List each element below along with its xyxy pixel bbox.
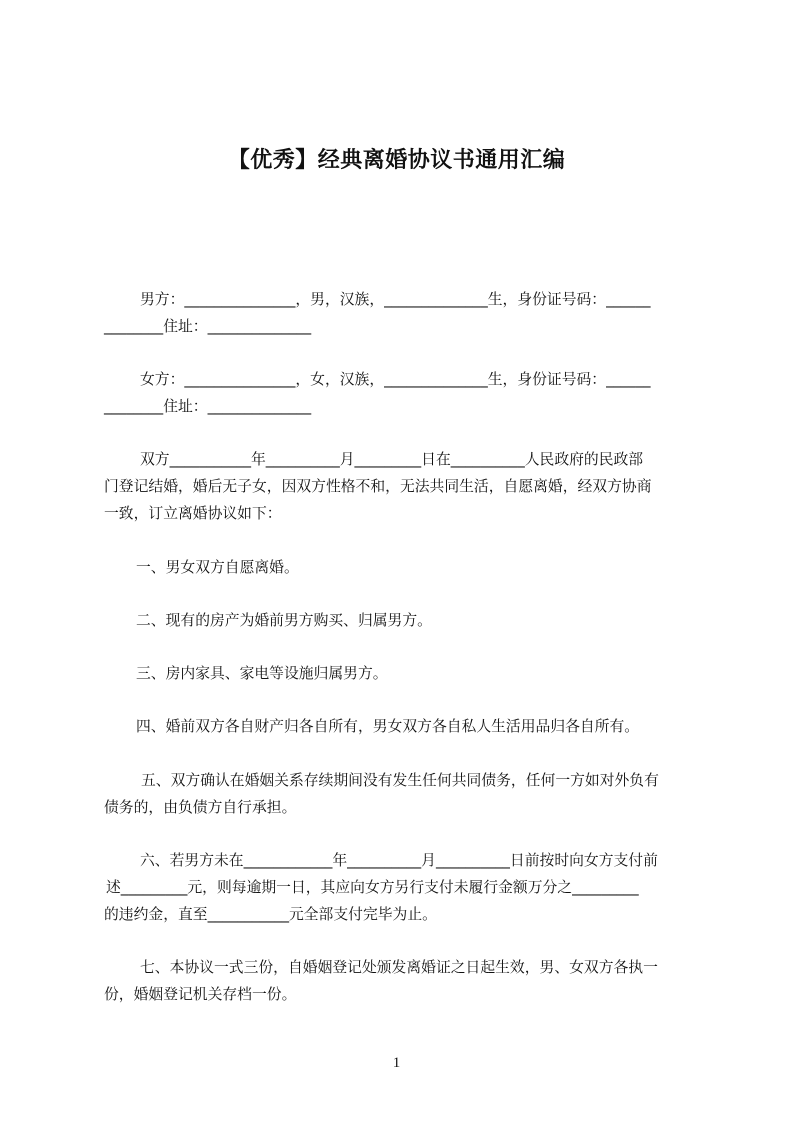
text-line: 女方：_______________，女，汉族，______________生，身份证号码：______ <box>140 371 651 388</box>
text-line: 男方：_______________，男，汉族，______________生，身份证号码：______ <box>140 291 651 308</box>
text-line: 的违约金，直至___________元全部支付完毕为止。 <box>104 906 437 923</box>
text-line: 四、婚前双方各自财产归各自所有，男女双方各自私人生活用品归各自所有。 <box>136 718 640 735</box>
text-line: 三、房内家具、家电等设施归属男方。 <box>136 665 388 682</box>
text-line: ________住址：______________ <box>104 398 312 415</box>
text-line: 份，婚姻登记机关存档一份。 <box>104 986 297 1003</box>
document-title: 【优秀】经典离婚协议书通用汇编 <box>227 148 566 173</box>
text-line: 七、本协议一式三份，自婚姻登记处颁发离婚证之日起生效，男、女双方各执一 <box>140 959 658 976</box>
text-line: 述_________元，则每逾期一日，其应向女方另行支付未履行金额万分之_________ <box>106 879 639 896</box>
text-line: 一、男女双方自愿离婚。 <box>136 559 299 576</box>
text-line: 债务的，由负债方自行承担。 <box>104 799 297 816</box>
text-line: 双方___________年__________月_________日在__________人民政府的民政部 <box>140 451 644 468</box>
text-line: ________住址：______________ <box>104 318 312 335</box>
text-line: 一致，订立离婚协议如下： <box>104 505 282 522</box>
text-line: 五、双方确认在婚姻关系存续期间没有发生任何共同债务，任何一方如对外负有 <box>141 772 659 789</box>
text-line: 六、若男方未在____________年__________月__________日前按时向女方支付前 <box>140 852 658 869</box>
text-line: 门登记结婚，婚后无子女，因双方性格不和，无法共同生活，自愿离婚，经双方协商 <box>104 478 652 495</box>
page-number: 1 <box>392 1055 401 1071</box>
text-line: 二、现有的房产为婚前男方购买、归属男方。 <box>136 612 432 629</box>
